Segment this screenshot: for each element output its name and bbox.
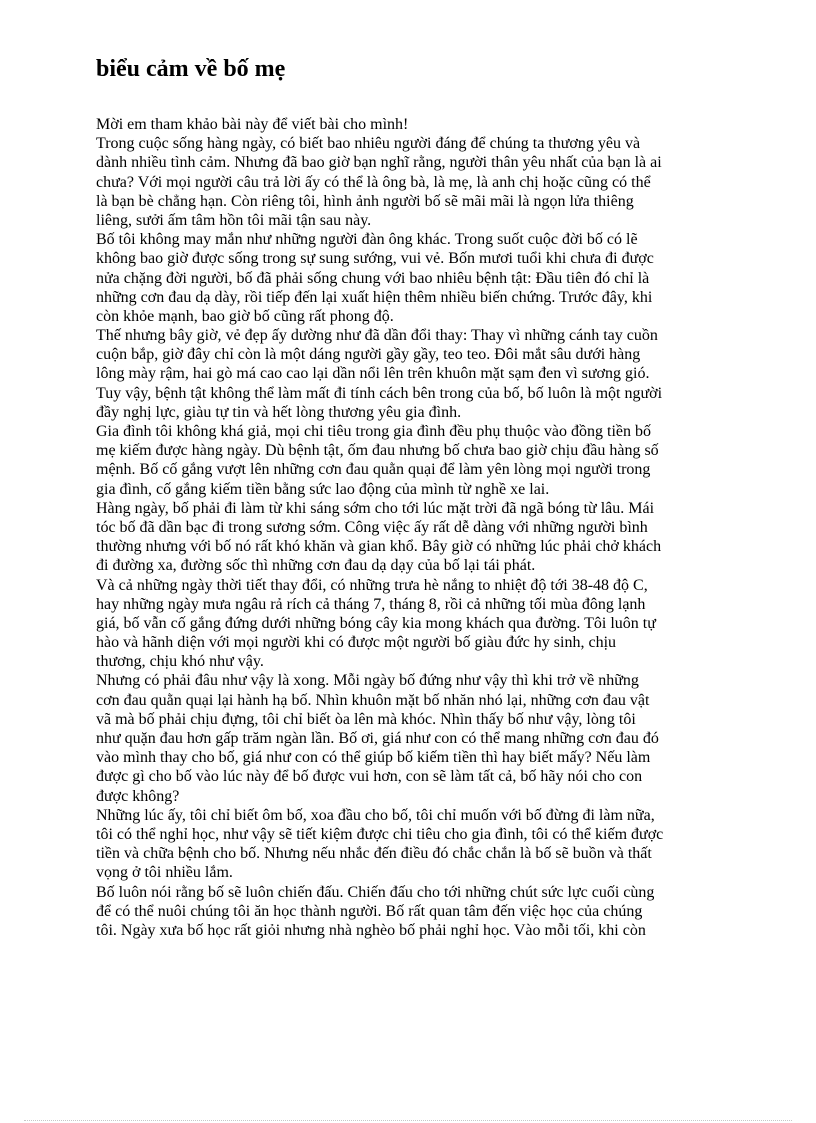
page-title: biểu cảm về bố mẹ [96,56,286,82]
text-line: để có thể nuôi chúng tôi ăn học thành người. Bố rất quan tâm đến việc học của chúng [96,902,643,920]
body-text [96,115,786,940]
text-line: Bố luôn nói rằng bố sẽ luôn chiến đấu. Chiến đấu cho tới những chút sức lực cuối cùng [96,883,655,901]
text-line: Nhưng có phải đâu như vậy là xong. Mỗi ngày bố đứng như vậy thì khi trở về những [96,672,639,690]
text-line: Trong cuộc sống hàng ngày, có biết bao nhiêu người đáng để chúng ta thương yêu và [96,135,641,153]
text-line: Hàng ngày, bố phải đi làm từ khi sáng sớm cho tới lúc mặt trời đã ngã bóng từ lâu. Mái [96,499,655,517]
text-line: vã mà bố phải chịu đựng, tôi chỉ biết òa lên mà khóc. Nhìn thấy bố như vậy, lòng tôi [96,710,636,728]
page-break-line [24,1120,792,1121]
text-line: như quặn đau hơn gấp trăm ngàn lần. Bố ơi, giá như con có thể mang những cơn đau đó [96,730,659,747]
text-line: liêng, sưởi ấm tâm hồn tôi mãi tận sau này. [96,211,372,229]
text-line: Và cả những ngày thời tiết thay đổi, có những trưa hè nắng to nhiệt độ tới 38-48 độ C, [96,576,648,594]
text-line: hào và hãnh diện với mọi người khi có được một người bố giàu đức hy sinh, chịu [96,634,617,652]
text-line: được không? [96,787,180,805]
text-line: dành nhiều tình cảm. Nhưng đã bao giờ bạn nghĩ rằng, người thân yêu nhất của bạn là ai [96,154,662,172]
text-line: tiền và chữa bệnh cho bố. Nhưng nếu nhắc đến điều đó chắc chắn là bố sẽ buồn và thất [96,845,652,863]
text-line: hay những ngày mưa ngâu rả rích cả tháng 7, tháng 8, rồi cả những tối mùa đông lạnh [96,595,646,613]
text-line: nửa chặng đời người, bố đã phải sống chung với bao nhiêu bệnh tật: Đầu tiên đó chỉ là [96,269,650,287]
text-line: đầy nghị lực, giàu tự tin và hết lòng thương yêu gia đình. [96,403,462,421]
text-line: mệnh. Bố cố gắng vượt lên những cơn đau quằn quại để làm yên lòng mọi người trong [96,461,651,479]
text-line: Gia đình tôi không khá giả, mọi chi tiêu trong gia đình đều phụ thuộc vào đồng tiền bố [96,423,652,440]
text-line: thương, chịu khó như vậy. [96,653,264,671]
text-line: mẹ kiếm được hàng ngày. Dù bệnh tật, ốm đau nhưng bố chưa bao giờ chịu đầu hàng số [96,442,659,460]
text-line: gia đình, cố gắng kiếm tiền bằng sức lao động của mình từ nghề xe lai. [96,480,550,498]
text-line: Thế nhưng bây giờ, vẻ đẹp ấy dường như đã dần đổi thay: Thay vì những cánh tay cuồn [96,327,658,345]
text-line: là bạn bè chẳng hạn. Còn riêng tôi, hình ảnh người bố sẽ mãi mãi là ngọn lửa thiêng [96,192,634,210]
text-line: Bố tôi không may mắn như những người đàn ông khác. Trong suốt cuộc đời bố có lẽ [96,231,638,249]
text-line: đi đường xa, đường sốc thì những cơn đau dạ dạy của bố lại tái phát. [96,557,536,575]
text-line: chưa? Với mọi người câu trả lời ấy có thể là ông bà, là mẹ, là anh chị hoặc cũng có thể [96,173,651,191]
text-line: không bao giờ được sống trong sự sung sướng, vui vẻ. Bốn mươi tuổi khi chưa đi được [96,250,654,268]
text-line: những cơn đau dạ dày, rồi tiếp đến lại xuất hiện thêm nhiều biến chứng. Trước đây, khi [96,288,653,306]
text-line: tôi. Ngày xưa bố học rất giỏi nhưng nhà nghèo bố phải nghỉ học. Vào mỗi tối, khi còn [96,921,646,939]
text-line: cơn đau quằn quại lại hành hạ bố. Nhìn khuôn mặt bố nhăn nhó lại, những cơn đau vật [96,691,650,709]
text-line: vào mình thay cho bố, giá như con có thể giúp bố kiếm tiền thì hay biết mấy? Nếu làm [96,749,651,767]
text-line: cuộn bắp, giờ đây chỉ còn là một dáng người gầy gầy, teo teo. Đôi mắt sâu dưới hàng [96,346,641,364]
text-line: giá, bố vẫn cố gắng đứng dưới những bóng cây kia mong khách qua đường. Tôi luôn tự [96,614,656,632]
text-line: tôi có thể nghỉ học, như vậy sẽ tiết kiệm được chi tiêu cho gia đình, tôi có thể kiếm được [96,825,664,843]
text-line: vọng ở tôi nhiều lắm. [96,864,233,882]
text-line: lông mày rậm, hai gò má cao cao lại dần nổi lên trên khuôn mặt sạm đen vì sương gió. [96,365,650,383]
text-line: tóc bố đã dần bạc đi trong sương sớm. Công việc ấy rất dễ dàng với những người bình [96,518,648,536]
text-line: còn khỏe mạnh, bao giờ bố cũng rất phong độ. [96,307,394,325]
text-line: Tuy vậy, bệnh tật không thể làm mất đi tính cách bên trong của bố, bố luôn là một người [96,384,663,402]
text-line: Mời em tham khảo bài này để viết bài cho mình! [96,116,409,133]
text-line: được gì cho bố vào lúc này để bố được vui hơn, con sẽ làm tất cả, bố hãy nói cho con [96,768,643,786]
text-line: thường nhưng với bố nó rất khó khăn và gian khổ. Bây giờ có những lúc phải chở khách [96,538,662,556]
text-line: Những lúc ấy, tôi chỉ biết ôm bố, xoa đầu cho bố, tôi chỉ muốn với bố đừng đi làm nữa, [96,806,655,824]
